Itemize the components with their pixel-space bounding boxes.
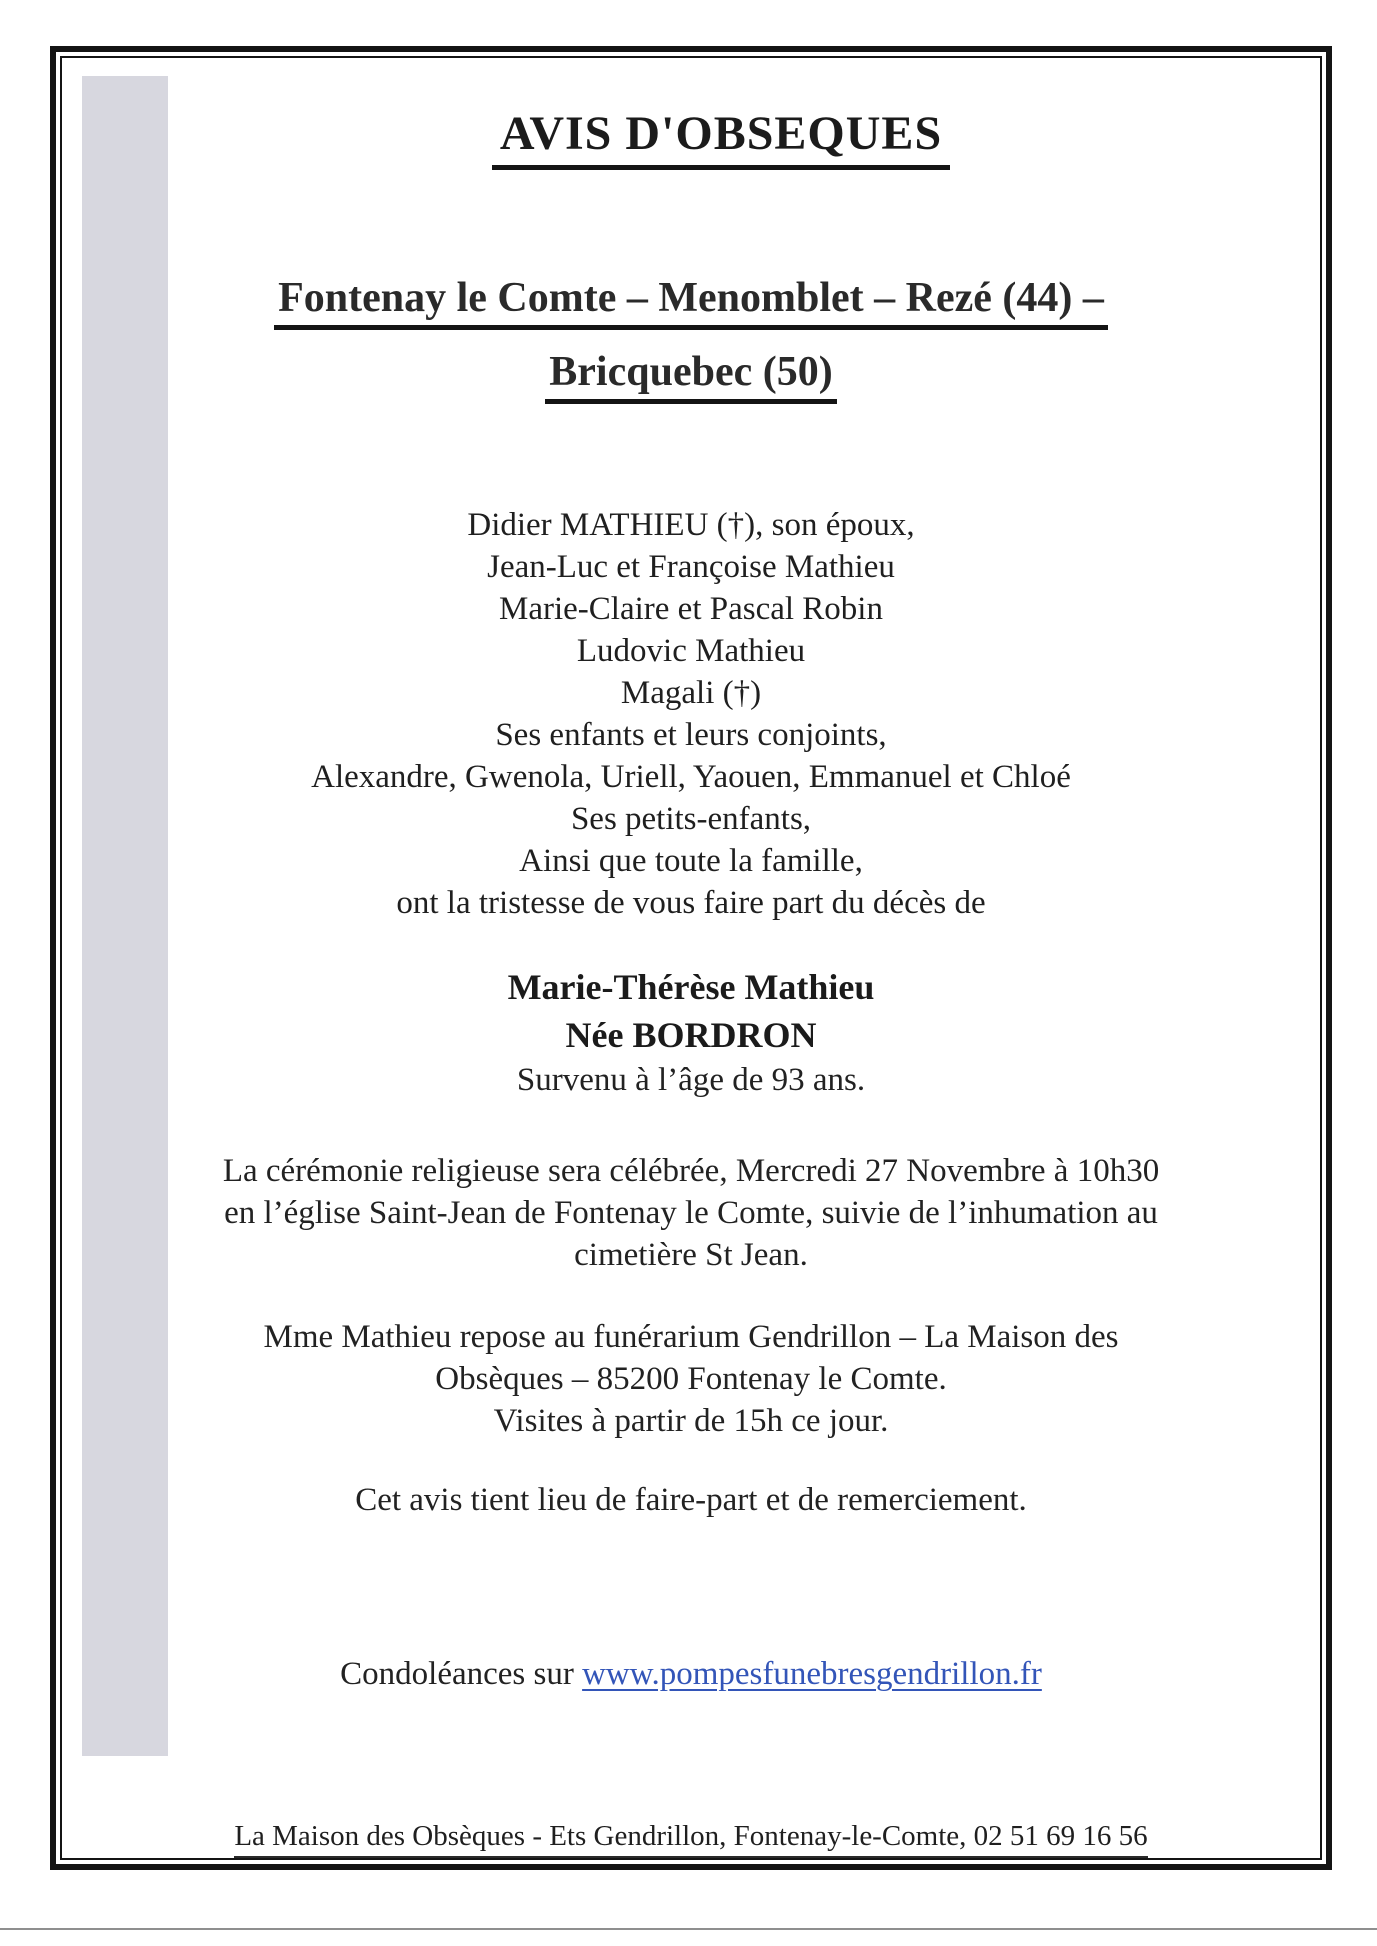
family-line: Alexandre, Gwenola, Uriell, Yaouen, Emmanuel et Chloé	[311, 759, 1071, 795]
condolences-link[interactable]: www.pompesfunebresgendrillon.fr	[582, 1656, 1042, 1692]
ceremony-line: en l’église Saint-Jean de Fontenay le Comte, suivie de l’inhumation au	[224, 1195, 1158, 1231]
ceremony-paragraph	[62, 1150, 1320, 1276]
family-line: Marie-Claire et Pascal Robin	[499, 591, 883, 627]
ceremony-line: La cérémonie religieuse sera célébrée, Mercredi 27 Novembre à 10h30	[222, 1153, 1160, 1189]
notice-title: AVIS D'OBSEQUES	[492, 106, 950, 170]
maiden-name: Née BORDRON	[565, 1015, 817, 1055]
border-frame	[50, 46, 1332, 1870]
footer-line: La Maison des Obsèques - Ets Gendrillon, Fontenay-le-Comte, 02 51 69 16 56	[234, 1820, 1147, 1858]
condolences-line	[62, 1656, 1320, 1693]
locations-line-2: Bricquebec (50)	[545, 348, 836, 404]
family-line: Ses enfants et leurs conjoints,	[495, 717, 887, 753]
equivalence-line: Cet avis tient lieu de faire-part et de remerciement.	[355, 1482, 1027, 1518]
family-list	[62, 504, 1320, 924]
ceremony-line: cimetière St Jean.	[574, 1237, 808, 1273]
family-line: Jean-Luc et Françoise Mathieu	[487, 549, 895, 585]
condolences-prefix: Condoléances sur	[340, 1656, 583, 1692]
family-line: Ses petits-enfants,	[570, 801, 812, 837]
family-line: Didier MATHIEU (†), son époux,	[467, 507, 915, 543]
maiden-name-row	[62, 1014, 1320, 1056]
locations-line-1: Fontenay le Comte – Menomblet – Rezé (44) –	[274, 274, 1108, 330]
locations-row-1	[62, 274, 1320, 330]
deceased-name: Marie-Thérèse Mathieu	[507, 967, 875, 1007]
age-line: Survenu à l’âge de 93 ans.	[516, 1062, 866, 1098]
locations-row-2	[62, 348, 1320, 404]
title-row	[92, 106, 1350, 170]
repose-line: Visites à partir de 15h ce jour.	[493, 1403, 889, 1439]
repose-line: Obsèques – 85200 Fontenay le Comte.	[435, 1361, 947, 1397]
deceased-name-row	[62, 966, 1320, 1008]
repose-paragraph	[62, 1316, 1320, 1442]
footer-row	[62, 1820, 1320, 1858]
page-bottom-scan-line	[0, 1928, 1377, 1930]
repose-line: Mme Mathieu repose au funérarium Gendrillon – La Maison des	[263, 1319, 1119, 1355]
family-line: Magali (†)	[620, 675, 762, 711]
border-frame-inner	[60, 56, 1322, 1860]
family-line: Ainsi que toute la famille,	[519, 843, 863, 879]
family-line: ont la tristesse de vous faire part du décès de	[396, 885, 986, 921]
family-line: Ludovic Mathieu	[576, 633, 806, 669]
